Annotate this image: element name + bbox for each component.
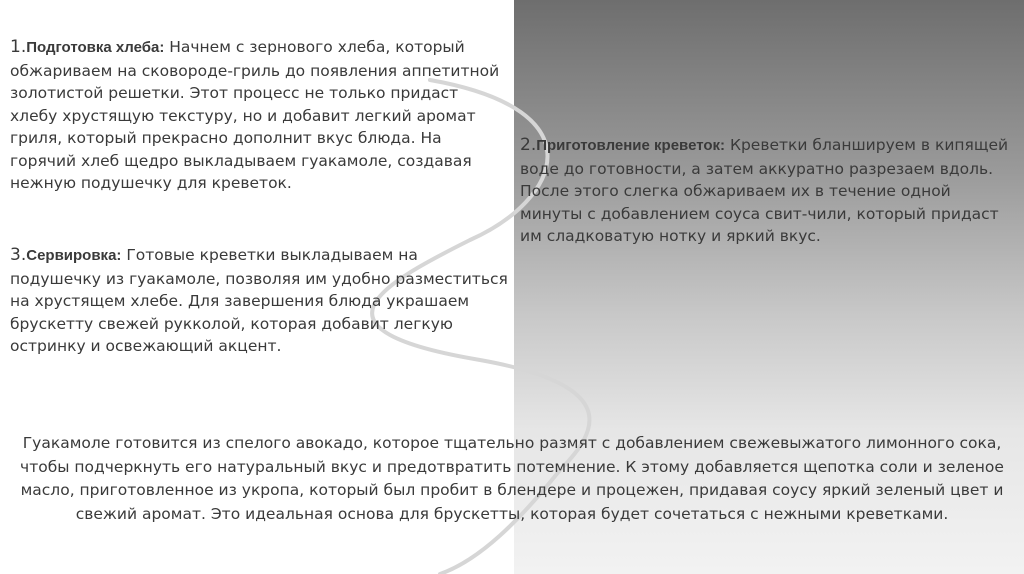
section-heading: Приготовление креветок:: [536, 137, 726, 154]
section-number: 3.: [10, 245, 27, 265]
guacamole-summary: Гуакамоле готовится из спелого авокадо, которое тщательно размят с добавлением свежевыжатого лимонного сока, чтобы подчеркнуть его натуральный вкус и предотвратить потемнение. К этому добавляется щепотка соли и зеленое масло, приготовленное из укропа, который был пробит в блендере и процежен, придавая соусу яркий зеленый цвет и свежий аромат. Это идеальная основа для брускетты, которая будет сочетаться с нежными креветками.: [20, 434, 1004, 523]
section-heading: Сервировка:: [26, 247, 122, 264]
section-serving: [10, 244, 510, 358]
section-heading: Подготовка хлеба:: [26, 39, 165, 56]
section-shrimp-preparation: [520, 134, 1018, 248]
section-number: 2.: [520, 135, 537, 155]
section-bread-preparation: [10, 36, 510, 195]
section-text: Готовые креветки выкладываем на подушечку из гуакамоле, позволяя им удобно разместиться на хрустящем хлебе. Для завершения блюда украшаем брускетту свежей рукколой, которая добавит легкую остринку и освежающий акцент.: [10, 246, 508, 355]
section-text: Начнем с зернового хлеба, который обжариваем на сковороде-гриль до появления аппетитной золотистой решетки. Этот процесс не только придаст хлебу хрустящую текстуру, но и добавит легкий аромат гриля, который прекрасно дополнит вкус блюда. На горячий хлеб щедро выкладываем гуакамоле, создавая нежную подушечку для креветок.: [10, 38, 500, 192]
section-text: Креветки бланшируем в кипящей воде до готовности, а затем аккуратно разрезаем вдоль. После этого слегка обжариваем их в течение одной минуты с добавлением соуса свит-чили, который придаст им сладковатую нотку и яркий вкус.: [520, 136, 1009, 245]
section-number: 1.: [10, 37, 27, 57]
